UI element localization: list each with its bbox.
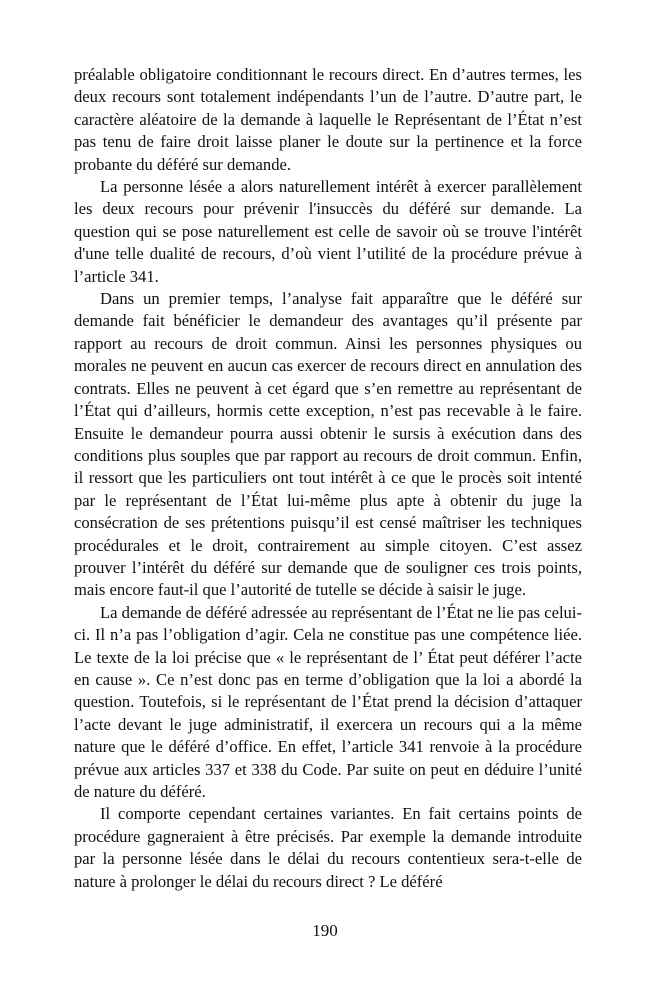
paragraph-2: La personne lésée a alors naturellement intérêt à exercer parallèlement les deux recours pour prévenir l'insuccès du déféré sur demande. La question qui se pose naturellement est celle de savoir où se trouve l'intérêt d'une telle dualité de recours, d’où vient l’utilité de la procédure prévue à l’article 341. <box>74 177 582 286</box>
paragraph-5: Il comporte cependant certaines variantes. En fait certains points de procédure gagneraient à être précisés. Par exemple la demande introduite par la personne lésée dans le délai du recours contentieux sera-t-elle de nature à prolonger le délai du recours direct ? Le déféré <box>74 804 582 891</box>
paragraph-4: La demande de déféré adressée au représentant de l’État ne lie pas celui-ci. Il n’a pas l’obligation d’agir. Cela ne constitue pas une compétence liée. Le texte de la loi précise que « le représentant de l’ État peut déférer l’acte en cause ». Ce n’est donc pas en terme d’obligation que la loi a abordé la question. Toutefois, si le représentant de l’État prend la décision d’attaquer l’acte devant le juge administratif, il exercera un recours qui a la même nature que le déféré d’office. En effet, l’article 341 renvoie à la procédure prévue aux articles 337 et 338 du Code. Par suite on peut en déduire l’unité de nature du déféré. <box>74 602 582 801</box>
page-body <box>74 64 582 893</box>
page-number: 190 <box>312 921 338 940</box>
paragraph-1: préalable obligatoire conditionnant le recours direct. En d’autres termes, les deux recours sont totalement indépendants l’un de l’autre. D’autre part, le caractère aléatoire de la demande à laquelle le Représentant de l’État n’est pas tenu de faire droit laisse planer le doute sur la pertinence et la force probante du déféré sur demande. <box>74 65 582 174</box>
paragraph-3: Dans un premier temps, l’analyse fait apparaître que le déféré sur demande fait bénéficier le demandeur des avantages qu’il présente par rapport au recours de droit commun. Ainsi les personnes physiques ou morales ne peuvent en aucun cas exercer de recours direct en annulation des contrats. Elles ne peuvent à cet égard que s’en remettre au représentant de l’État qui d’ailleurs, hormis cette exception, n’est pas recevable à le faire. Ensuite le demandeur pourra aussi obtenir le sursis à exécution dans des conditions plus souples que par rapport au recours de droit commun. Enfin, il ressort que les particuliers ont tout intérêt à ce que le procès soit intenté par le représentant de l’État lui-même plus apte à obtenir du juge la consécration de ses prétentions puisqu’il est censé maîtriser les techniques procédurales et le droit, contrairement au simple citoyen. C’est assez prouver l’intérêt du déféré sur demande que de souligner ces trois points, mais encore faut-il que l’autorité de tutelle se décide à saisir le juge. <box>74 289 582 600</box>
